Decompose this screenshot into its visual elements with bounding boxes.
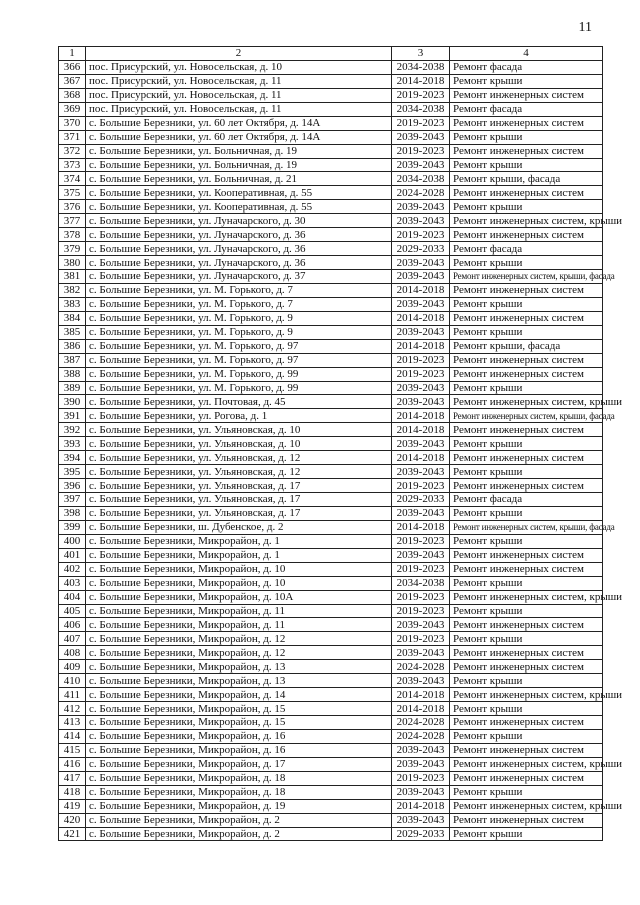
row-period: 2014-2018 bbox=[392, 339, 450, 353]
row-address: с. Большие Березники, Микрорайон, д. 17 bbox=[86, 757, 392, 771]
row-work-type: Ремонт фасада bbox=[450, 493, 603, 507]
table-row bbox=[59, 367, 603, 381]
row-work-type: Ремонт инженерных систем, крыши bbox=[450, 590, 603, 604]
row-number: 404 bbox=[59, 590, 86, 604]
row-address: с. Большие Березники, Микрорайон, д. 10 bbox=[86, 576, 392, 590]
table-row bbox=[59, 409, 603, 423]
row-address: с. Большие Березники, Микрорайон, д. 10А bbox=[86, 590, 392, 604]
row-work-type: Ремонт крыши bbox=[450, 465, 603, 479]
table-row bbox=[59, 813, 603, 827]
row-address: пос. Присурский, ул. Новосельская, д. 10 bbox=[86, 60, 392, 74]
table-row bbox=[59, 534, 603, 548]
row-work-type: Ремонт инженерных систем bbox=[450, 813, 603, 827]
row-work-type: Ремонт инженерных систем bbox=[450, 186, 603, 200]
row-period: 2019-2023 bbox=[392, 228, 450, 242]
row-address: с. Большие Березники, ш. Дубенское, д. 2 bbox=[86, 520, 392, 534]
row-period: 2034-2038 bbox=[392, 172, 450, 186]
table-body bbox=[59, 60, 623, 841]
row-period: 2039-2043 bbox=[392, 465, 450, 479]
table-row bbox=[59, 827, 603, 841]
row-number: 407 bbox=[59, 632, 86, 646]
row-address: с. Большие Березники, Микрорайон, д. 19 bbox=[86, 799, 392, 813]
table-row bbox=[59, 506, 603, 520]
row-address: с. Большие Березники, Микрорайон, д. 10 bbox=[86, 562, 392, 576]
row-period: 2039-2043 bbox=[392, 813, 450, 827]
row-work-type: Ремонт крыши bbox=[450, 506, 603, 520]
row-period: 2039-2043 bbox=[392, 381, 450, 395]
row-number: 394 bbox=[59, 451, 86, 465]
row-address: пос. Присурский, ул. Новосельская, д. 11 bbox=[86, 102, 392, 116]
column-header-address: 2 bbox=[86, 47, 392, 61]
row-address: с. Большие Березники, ул. Луначарского, д. 36 bbox=[86, 228, 392, 242]
row-work-type: Ремонт инженерных систем, крыши bbox=[450, 214, 603, 228]
row-work-type: Ремонт инженерных систем, крыши bbox=[450, 688, 603, 702]
row-period: 2039-2043 bbox=[392, 646, 450, 660]
row-period: 2019-2023 bbox=[392, 534, 450, 548]
row-work-type: Ремонт фасада bbox=[450, 242, 603, 256]
row-period: 2014-2018 bbox=[392, 283, 450, 297]
row-number: 418 bbox=[59, 785, 86, 799]
row-number: 414 bbox=[59, 729, 86, 743]
row-address: с. Большие Березники, Микрорайон, д. 2 bbox=[86, 827, 392, 841]
row-number: 389 bbox=[59, 381, 86, 395]
row-number: 382 bbox=[59, 283, 86, 297]
row-number: 398 bbox=[59, 506, 86, 520]
table-row bbox=[59, 451, 603, 465]
row-address: с. Большие Березники, Микрорайон, д. 1 bbox=[86, 548, 392, 562]
row-work-type: Ремонт инженерных систем bbox=[450, 743, 603, 757]
row-period: 2039-2043 bbox=[392, 548, 450, 562]
row-work-type: Ремонт инженерных систем bbox=[450, 88, 603, 102]
row-number: 412 bbox=[59, 702, 86, 716]
row-number: 402 bbox=[59, 562, 86, 576]
row-number: 380 bbox=[59, 256, 86, 270]
row-address: с. Большие Березники, ул. Ульяновская, д. 17 bbox=[86, 493, 392, 507]
row-number: 406 bbox=[59, 618, 86, 632]
row-address: с. Большие Березники, ул. М. Горького, д. 99 bbox=[86, 381, 392, 395]
row-address: с. Большие Березники, ул. 60 лет Октября, д. 14А bbox=[86, 130, 392, 144]
table-row bbox=[59, 172, 603, 186]
row-work-type: Ремонт крыши bbox=[450, 437, 603, 451]
row-period: 2019-2023 bbox=[392, 562, 450, 576]
row-number: 369 bbox=[59, 102, 86, 116]
row-number: 372 bbox=[59, 144, 86, 158]
row-number: 375 bbox=[59, 186, 86, 200]
row-work-type: Ремонт крыши, фасада bbox=[450, 172, 603, 186]
row-address: с. Большие Березники, ул. М. Горького, д. 97 bbox=[86, 353, 392, 367]
row-number: 376 bbox=[59, 200, 86, 214]
row-number: 374 bbox=[59, 172, 86, 186]
row-address: с. Большие Березники, ул. Ульяновская, д. 12 bbox=[86, 451, 392, 465]
row-address: с. Большие Березники, Микрорайон, д. 11 bbox=[86, 604, 392, 618]
table-row bbox=[59, 757, 603, 771]
table-row bbox=[59, 214, 603, 228]
row-address: с. Большие Березники, Микрорайон, д. 13 bbox=[86, 674, 392, 688]
row-number: 387 bbox=[59, 353, 86, 367]
table-row bbox=[59, 116, 603, 130]
row-number: 415 bbox=[59, 743, 86, 757]
row-work-type: Ремонт инженерных систем bbox=[450, 479, 603, 493]
table-row bbox=[59, 242, 603, 256]
row-period: 2039-2043 bbox=[392, 757, 450, 771]
row-number: 405 bbox=[59, 604, 86, 618]
row-number: 385 bbox=[59, 325, 86, 339]
row-period: 2039-2043 bbox=[392, 437, 450, 451]
row-address: с. Большие Березники, Микрорайон, д. 14 bbox=[86, 688, 392, 702]
table-row bbox=[59, 465, 603, 479]
table-row bbox=[59, 200, 603, 214]
row-address: с. Большие Березники, ул. Ульяновская, д. 12 bbox=[86, 465, 392, 479]
table-row bbox=[59, 785, 603, 799]
row-address: с. Большие Березники, ул. Луначарского, д. 36 bbox=[86, 256, 392, 270]
row-number: 390 bbox=[59, 395, 86, 409]
row-number: 419 bbox=[59, 799, 86, 813]
page-number: 11 bbox=[578, 20, 592, 35]
table-row bbox=[59, 604, 603, 618]
row-work-type: Ремонт крыши bbox=[450, 785, 603, 799]
row-work-type: Ремонт крыши bbox=[450, 297, 603, 311]
column-header-period: 3 bbox=[392, 47, 450, 61]
row-period: 2039-2043 bbox=[392, 158, 450, 172]
table-row bbox=[59, 618, 603, 632]
row-period: 2024-2028 bbox=[392, 660, 450, 674]
row-period: 2024-2028 bbox=[392, 716, 450, 730]
table-row bbox=[59, 311, 603, 325]
row-number: 384 bbox=[59, 311, 86, 325]
row-number: 409 bbox=[59, 660, 86, 674]
table-row bbox=[59, 88, 603, 102]
row-period: 2034-2038 bbox=[392, 576, 450, 590]
row-number: 388 bbox=[59, 367, 86, 381]
row-work-type: Ремонт инженерных систем bbox=[450, 367, 603, 381]
row-period: 2019-2023 bbox=[392, 88, 450, 102]
row-period: 2039-2043 bbox=[392, 214, 450, 228]
row-period: 2029-2033 bbox=[392, 493, 450, 507]
row-address: с. Большие Березники, Микрорайон, д. 16 bbox=[86, 743, 392, 757]
row-address: с. Большие Березники, Микрорайон, д. 13 bbox=[86, 660, 392, 674]
row-work-type: Ремонт инженерных систем bbox=[450, 646, 603, 660]
row-period: 2019-2023 bbox=[392, 604, 450, 618]
row-number: 366 bbox=[59, 60, 86, 74]
row-work-type: Ремонт инженерных систем, крыши, фасада bbox=[450, 520, 603, 534]
row-period: 2019-2023 bbox=[392, 353, 450, 367]
row-work-type: Ремонт инженерных систем bbox=[450, 660, 603, 674]
row-work-type: Ремонт крыши bbox=[450, 256, 603, 270]
row-period: 2039-2043 bbox=[392, 297, 450, 311]
row-work-type: Ремонт крыши bbox=[450, 576, 603, 590]
row-period: 2039-2043 bbox=[392, 395, 450, 409]
row-number: 410 bbox=[59, 674, 86, 688]
row-period: 2014-2018 bbox=[392, 702, 450, 716]
table-row bbox=[59, 130, 603, 144]
row-number: 403 bbox=[59, 576, 86, 590]
row-period: 2019-2023 bbox=[392, 771, 450, 785]
table-row bbox=[59, 437, 603, 451]
table-row bbox=[59, 716, 603, 730]
row-work-type: Ремонт инженерных систем bbox=[450, 771, 603, 785]
table-row bbox=[59, 186, 603, 200]
row-number: 416 bbox=[59, 757, 86, 771]
row-number: 411 bbox=[59, 688, 86, 702]
row-address: с. Большие Березники, ул. Больничная, д. 21 bbox=[86, 172, 392, 186]
table-row bbox=[59, 729, 603, 743]
row-period: 2039-2043 bbox=[392, 674, 450, 688]
row-work-type: Ремонт инженерных систем bbox=[450, 423, 603, 437]
row-period: 2019-2023 bbox=[392, 144, 450, 158]
table-row bbox=[59, 493, 603, 507]
table-row bbox=[59, 674, 603, 688]
table-row bbox=[59, 520, 603, 534]
row-number: 371 bbox=[59, 130, 86, 144]
row-address: с. Большие Березники, ул. Ульяновская, д. 10 bbox=[86, 423, 392, 437]
table-row bbox=[59, 771, 603, 785]
row-work-type: Ремонт крыши bbox=[450, 729, 603, 743]
row-period: 2024-2028 bbox=[392, 186, 450, 200]
row-period: 2039-2043 bbox=[392, 618, 450, 632]
table-row bbox=[59, 548, 603, 562]
row-address: с. Большие Березники, Микрорайон, д. 1 bbox=[86, 534, 392, 548]
row-address: с. Большие Березники, ул. Больничная, д. 19 bbox=[86, 158, 392, 172]
row-work-type: Ремонт инженерных систем, крыши bbox=[450, 395, 603, 409]
row-number: 393 bbox=[59, 437, 86, 451]
row-work-type: Ремонт инженерных систем, крыши, фасада bbox=[450, 270, 603, 284]
row-number: 421 bbox=[59, 827, 86, 841]
table-row bbox=[59, 632, 603, 646]
row-work-type: Ремонт инженерных систем bbox=[450, 562, 603, 576]
row-work-type: Ремонт инженерных систем bbox=[450, 451, 603, 465]
row-number: 386 bbox=[59, 339, 86, 353]
table-row bbox=[59, 325, 603, 339]
row-address: с. Большие Березники, ул. Рогова, д. 1 bbox=[86, 409, 392, 423]
row-work-type: Ремонт инженерных систем bbox=[450, 716, 603, 730]
row-address: с. Большие Березники, ул. Кооперативная, д. 55 bbox=[86, 186, 392, 200]
row-address: с. Большие Березники, Микрорайон, д. 18 bbox=[86, 785, 392, 799]
row-work-type: Ремонт инженерных систем, крыши, фасада bbox=[450, 409, 603, 423]
row-period: 2019-2023 bbox=[392, 116, 450, 130]
row-work-type: Ремонт крыши bbox=[450, 702, 603, 716]
table-row bbox=[59, 283, 603, 297]
row-address: с. Большие Березники, Микрорайон, д. 15 bbox=[86, 702, 392, 716]
row-address: с. Большие Березники, ул. Почтовая, д. 45 bbox=[86, 395, 392, 409]
table-row bbox=[59, 74, 603, 88]
row-work-type: Ремонт крыши bbox=[450, 158, 603, 172]
row-work-type: Ремонт инженерных систем bbox=[450, 548, 603, 562]
row-address: с. Большие Березники, ул. Луначарского, д. 37 bbox=[86, 270, 392, 284]
row-address: с. Большие Березники, ул. Ульяновская, д. 10 bbox=[86, 437, 392, 451]
row-period: 2039-2043 bbox=[392, 130, 450, 144]
row-number: 378 bbox=[59, 228, 86, 242]
repair-schedule-table bbox=[58, 46, 623, 841]
row-period: 2039-2043 bbox=[392, 325, 450, 339]
table-row bbox=[59, 395, 603, 409]
row-address: пос. Присурский, ул. Новосельская, д. 11 bbox=[86, 74, 392, 88]
table-row bbox=[59, 353, 603, 367]
header-row bbox=[59, 47, 603, 61]
row-work-type: Ремонт крыши bbox=[450, 381, 603, 395]
row-period: 2039-2043 bbox=[392, 270, 450, 284]
row-number: 368 bbox=[59, 88, 86, 102]
row-work-type: Ремонт инженерных систем bbox=[450, 228, 603, 242]
row-number: 377 bbox=[59, 214, 86, 228]
table-row bbox=[59, 590, 603, 604]
row-address: с. Большие Березники, ул. Больничная, д. 19 bbox=[86, 144, 392, 158]
table-row bbox=[59, 423, 603, 437]
table-row bbox=[59, 144, 603, 158]
row-number: 392 bbox=[59, 423, 86, 437]
row-number: 420 bbox=[59, 813, 86, 827]
row-period: 2029-2033 bbox=[392, 242, 450, 256]
row-number: 408 bbox=[59, 646, 86, 660]
row-number: 396 bbox=[59, 479, 86, 493]
row-work-type: Ремонт инженерных систем, крыши bbox=[450, 757, 603, 771]
row-period: 2014-2018 bbox=[392, 423, 450, 437]
row-work-type: Ремонт крыши bbox=[450, 632, 603, 646]
row-period: 2034-2038 bbox=[392, 60, 450, 74]
row-period: 2019-2023 bbox=[392, 590, 450, 604]
table-row bbox=[59, 297, 603, 311]
table-row bbox=[59, 270, 603, 284]
row-period: 2039-2043 bbox=[392, 743, 450, 757]
row-work-type: Ремонт фасада bbox=[450, 102, 603, 116]
table-row bbox=[59, 660, 603, 674]
row-address: с. Большие Березники, Микрорайон, д. 15 bbox=[86, 716, 392, 730]
row-address: с. Большие Березники, ул. 60 лет Октября, д. 14А bbox=[86, 116, 392, 130]
row-period: 2039-2043 bbox=[392, 506, 450, 520]
row-work-type: Ремонт инженерных систем bbox=[450, 311, 603, 325]
table-row bbox=[59, 228, 603, 242]
table-row bbox=[59, 799, 603, 813]
row-work-type: Ремонт крыши bbox=[450, 130, 603, 144]
table-row bbox=[59, 381, 603, 395]
table-row bbox=[59, 102, 603, 116]
row-address: с. Большие Березники, Микрорайон, д. 12 bbox=[86, 646, 392, 660]
row-address: пос. Присурский, ул. Новосельская, д. 11 bbox=[86, 88, 392, 102]
row-work-type: Ремонт инженерных систем bbox=[450, 353, 603, 367]
row-period: 2014-2018 bbox=[392, 688, 450, 702]
row-address: с. Большие Березники, Микрорайон, д. 16 bbox=[86, 729, 392, 743]
table-row bbox=[59, 702, 603, 716]
row-period: 2024-2028 bbox=[392, 729, 450, 743]
table-row bbox=[59, 339, 603, 353]
table-row bbox=[59, 646, 603, 660]
row-period: 2014-2018 bbox=[392, 311, 450, 325]
row-period: 2014-2018 bbox=[392, 451, 450, 465]
column-header-work: 4 bbox=[450, 47, 603, 61]
row-number: 400 bbox=[59, 534, 86, 548]
row-period: 2034-2038 bbox=[392, 102, 450, 116]
table-row bbox=[59, 688, 603, 702]
table-row bbox=[59, 576, 603, 590]
row-address: с. Большие Березники, ул. Кооперативная, д. 55 bbox=[86, 200, 392, 214]
row-period: 2014-2018 bbox=[392, 74, 450, 88]
row-work-type: Ремонт крыши bbox=[450, 827, 603, 841]
table-row bbox=[59, 256, 603, 270]
row-address: с. Большие Березники, ул. Луначарского, д. 30 bbox=[86, 214, 392, 228]
row-period: 2014-2018 bbox=[392, 409, 450, 423]
row-number: 383 bbox=[59, 297, 86, 311]
table-row bbox=[59, 743, 603, 757]
row-number: 417 bbox=[59, 771, 86, 785]
row-work-type: Ремонт крыши bbox=[450, 200, 603, 214]
row-period: 2019-2023 bbox=[392, 632, 450, 646]
row-work-type: Ремонт фасада bbox=[450, 60, 603, 74]
row-period: 2014-2018 bbox=[392, 520, 450, 534]
table-row bbox=[59, 479, 603, 493]
row-period: 2029-2033 bbox=[392, 827, 450, 841]
row-number: 379 bbox=[59, 242, 86, 256]
row-number: 401 bbox=[59, 548, 86, 562]
row-work-type: Ремонт инженерных систем bbox=[450, 618, 603, 632]
table-row bbox=[59, 158, 603, 172]
row-work-type: Ремонт инженерных систем bbox=[450, 283, 603, 297]
row-address: с. Большие Березники, Микрорайон, д. 2 bbox=[86, 813, 392, 827]
row-number: 370 bbox=[59, 116, 86, 130]
row-number: 381 bbox=[59, 270, 86, 284]
row-address: с. Большие Березники, ул. Луначарского, д. 36 bbox=[86, 242, 392, 256]
row-number: 391 bbox=[59, 409, 86, 423]
row-work-type: Ремонт инженерных систем bbox=[450, 116, 603, 130]
row-number: 395 bbox=[59, 465, 86, 479]
row-period: 2019-2023 bbox=[392, 367, 450, 381]
row-address: с. Большие Березники, ул. М. Горького, д. 7 bbox=[86, 283, 392, 297]
table-row bbox=[59, 562, 603, 576]
row-number: 397 bbox=[59, 493, 86, 507]
row-period: 2014-2018 bbox=[392, 799, 450, 813]
row-address: с. Большие Березники, Микрорайон, д. 12 bbox=[86, 632, 392, 646]
row-address: с. Большие Березники, ул. М. Горького, д. 7 bbox=[86, 297, 392, 311]
row-address: с. Большие Березники, ул. М. Горького, д. 99 bbox=[86, 367, 392, 381]
row-work-type: Ремонт крыши bbox=[450, 325, 603, 339]
row-work-type: Ремонт крыши, фасада bbox=[450, 339, 603, 353]
column-header-number: 1 bbox=[59, 47, 86, 61]
row-number: 367 bbox=[59, 74, 86, 88]
row-work-type: Ремонт инженерных систем bbox=[450, 144, 603, 158]
row-number: 373 bbox=[59, 158, 86, 172]
row-address: с. Большие Березники, ул. М. Горького, д. 9 bbox=[86, 311, 392, 325]
row-number: 413 bbox=[59, 716, 86, 730]
row-address: с. Большие Березники, ул. Ульяновская, д. 17 bbox=[86, 479, 392, 493]
row-address: с. Большие Березники, Микрорайон, д. 18 bbox=[86, 771, 392, 785]
row-period: 2039-2043 bbox=[392, 256, 450, 270]
row-work-type: Ремонт крыши bbox=[450, 74, 603, 88]
row-address: с. Большие Березники, ул. Ульяновская, д. 17 bbox=[86, 506, 392, 520]
row-work-type: Ремонт крыши bbox=[450, 604, 603, 618]
row-period: 2019-2023 bbox=[392, 479, 450, 493]
table-row bbox=[59, 60, 603, 74]
row-work-type: Ремонт инженерных систем, крыши bbox=[450, 799, 603, 813]
row-work-type: Ремонт крыши bbox=[450, 534, 603, 548]
row-address: с. Большие Березники, ул. М. Горького, д. 9 bbox=[86, 325, 392, 339]
row-work-type: Ремонт крыши bbox=[450, 674, 603, 688]
row-period: 2039-2043 bbox=[392, 200, 450, 214]
row-number: 399 bbox=[59, 520, 86, 534]
row-address: с. Большие Березники, ул. М. Горького, д. 97 bbox=[86, 339, 392, 353]
row-period: 2039-2043 bbox=[392, 785, 450, 799]
row-address: с. Большие Березники, Микрорайон, д. 11 bbox=[86, 618, 392, 632]
